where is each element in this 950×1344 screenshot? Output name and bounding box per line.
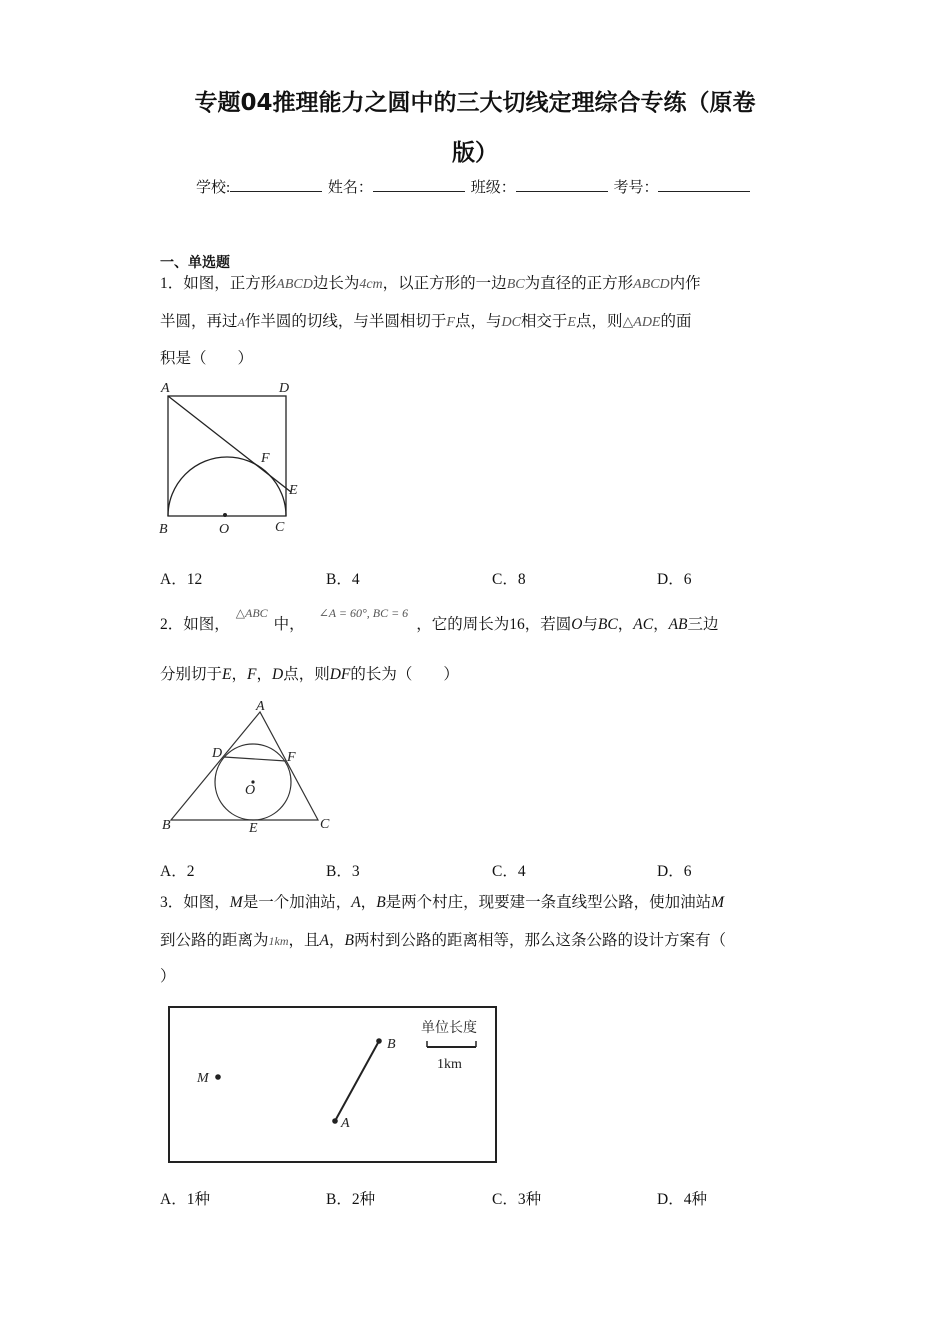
section-heading: 一、单选题: [160, 255, 230, 271]
q1-text: 点，与: [454, 313, 502, 330]
q3-text: 两村到公路的距离相等，那么这条公路的设计方案有（: [353, 932, 726, 949]
label-d: D: [279, 381, 290, 396]
label-f: F: [261, 451, 270, 466]
point-a: [332, 1118, 338, 1124]
q1-option-b[interactable]: B．4: [326, 571, 360, 588]
q2-math: △ABC: [235, 606, 268, 620]
class-label: 班级：: [470, 180, 516, 196]
q3-italic: B: [344, 932, 354, 949]
q2-text: 点，则: [283, 666, 330, 683]
school-label: 学校:: [196, 180, 231, 196]
q3-option-b[interactable]: B．2种: [326, 1191, 376, 1208]
q1-option-a[interactable]: A．12: [160, 571, 203, 588]
q1-math: F: [446, 315, 455, 330]
q2-italic: DF: [329, 666, 351, 683]
q2-text: 与: [582, 616, 598, 633]
q3-line1: [160, 894, 785, 913]
page-title: 专题04推理能力之圆中的三大切线定理综合专练（原卷: [194, 90, 756, 116]
exam-no-label: 考号：: [613, 180, 659, 196]
label-b: B: [159, 522, 168, 537]
q1-math: △ADE: [622, 315, 661, 330]
q2-text: ，: [653, 616, 669, 633]
segment-ab: [335, 1041, 379, 1121]
q2-italic: AB: [668, 616, 688, 633]
label-a: A: [161, 381, 170, 396]
q3-text: ，: [329, 932, 345, 949]
tangent-line-ae: [168, 396, 291, 492]
q1-math: 4cm: [359, 277, 383, 292]
q2-text: 2．如图，: [160, 616, 230, 633]
school-blank: [230, 177, 322, 192]
unit-value: 1km: [437, 1057, 462, 1072]
q2-text: ，: [231, 666, 247, 683]
q2-text: 中，: [273, 616, 305, 633]
q2-option-d[interactable]: D．6: [657, 863, 692, 880]
q1-math: A: [237, 315, 245, 329]
q3-line3: ）: [160, 968, 176, 985]
q2-text: 三边: [687, 616, 719, 633]
label-c: C: [320, 817, 330, 832]
q1-text: 1．如图，正方形: [160, 275, 277, 292]
q2-text: ，它的周长为16，若圆: [416, 616, 572, 633]
q3-italic: M: [229, 894, 243, 911]
q3-text: ，: [360, 894, 377, 911]
q3-option-c[interactable]: C．3种: [492, 1191, 542, 1208]
q3-text: 是两个村庄，现要建一条直线型公路，使加油站: [385, 894, 712, 911]
q1-math: ABCD: [276, 277, 313, 292]
q1-text: 的面: [660, 313, 692, 330]
q2-option-a[interactable]: A．2: [160, 863, 195, 880]
q2-text: ，: [256, 666, 272, 683]
q1-option-d[interactable]: D．6: [657, 571, 692, 588]
q3-italic: B: [376, 894, 386, 911]
label-b: B: [387, 1037, 396, 1052]
q3-italic: A: [319, 932, 329, 949]
unit-label: 单位长度: [421, 1020, 477, 1036]
q3-italic: M: [711, 894, 725, 911]
q3-figure: [166, 1004, 500, 1166]
q2-italic: D: [271, 666, 284, 683]
label-m: M: [197, 1071, 209, 1086]
q2-text: 的长为（ ）: [350, 666, 459, 683]
q3-text: 到公路的距离为: [160, 932, 269, 949]
q1-option-c[interactable]: C．8: [492, 571, 526, 588]
q2-text: ，: [617, 616, 634, 633]
point-b: [376, 1038, 382, 1044]
q2-math: ∠A = 60°, BC = 6: [318, 606, 409, 620]
label-a: A: [341, 1116, 350, 1131]
student-info-line: [196, 176, 752, 197]
class-blank: [516, 177, 608, 192]
q1-figure: [155, 374, 305, 538]
q1-text: 点，则: [575, 313, 623, 330]
q3-option-a[interactable]: A．1种: [160, 1191, 210, 1208]
q1-line1: [160, 275, 785, 294]
name-label: 姓名：: [327, 180, 373, 196]
name-blank: [373, 177, 465, 192]
label-e: E: [289, 483, 298, 498]
q3-text: 是一个加油站，: [242, 894, 352, 911]
q1-math: DC: [501, 315, 521, 330]
q2-italic: F: [247, 666, 257, 683]
point-m: [215, 1074, 221, 1080]
label-o: O: [245, 783, 256, 798]
q3-text: 3．如图，: [160, 894, 230, 911]
label-o: O: [219, 522, 230, 537]
center-point-o: [223, 513, 227, 517]
q1-math: BC: [506, 277, 525, 292]
label-d: D: [212, 746, 223, 761]
q2-italic: BC: [597, 616, 618, 633]
exam-no-blank: [658, 177, 750, 192]
q1-math: E: [567, 315, 576, 330]
q3-italic: A: [351, 894, 361, 911]
label-b: B: [162, 818, 171, 833]
triangle-abc: [171, 712, 318, 820]
q3-line2: [160, 932, 785, 951]
q1-text: 相交于: [520, 313, 568, 330]
label-c: C: [275, 520, 285, 535]
q2-option-c[interactable]: C．4: [492, 863, 526, 880]
q2-option-b[interactable]: B．3: [326, 863, 360, 880]
label-f: F: [287, 750, 296, 765]
q3-option-d[interactable]: D．4种: [657, 1191, 707, 1208]
q1-text: 边长为: [312, 275, 360, 292]
page-title-line2: 版）: [452, 140, 498, 166]
q2-italic: O: [571, 616, 583, 633]
q2-text: 分别切于: [160, 666, 223, 683]
label-a: A: [256, 699, 265, 714]
q1-line2: [160, 313, 785, 332]
q1-line3: 积是（ ）: [160, 350, 254, 367]
q2-italic: AC: [633, 616, 654, 633]
q1-text: 为直径的正方形: [524, 275, 634, 292]
q1-text: ，以正方形的一边: [382, 275, 507, 292]
label-e: E: [249, 821, 258, 836]
q1-text: 作半圆的切线，与半圆相切于: [244, 313, 447, 330]
q2-italic: E: [222, 666, 232, 683]
q3-math: 1km: [268, 934, 289, 948]
q1-text: 半圆，再过: [160, 313, 238, 330]
q3-text: ，且: [288, 932, 320, 949]
q2-figure: [158, 695, 338, 837]
q1-text: 内作: [669, 275, 701, 292]
segment-df: [224, 757, 286, 761]
q2-line2: [160, 666, 785, 685]
q1-math: ABCD: [633, 277, 670, 292]
